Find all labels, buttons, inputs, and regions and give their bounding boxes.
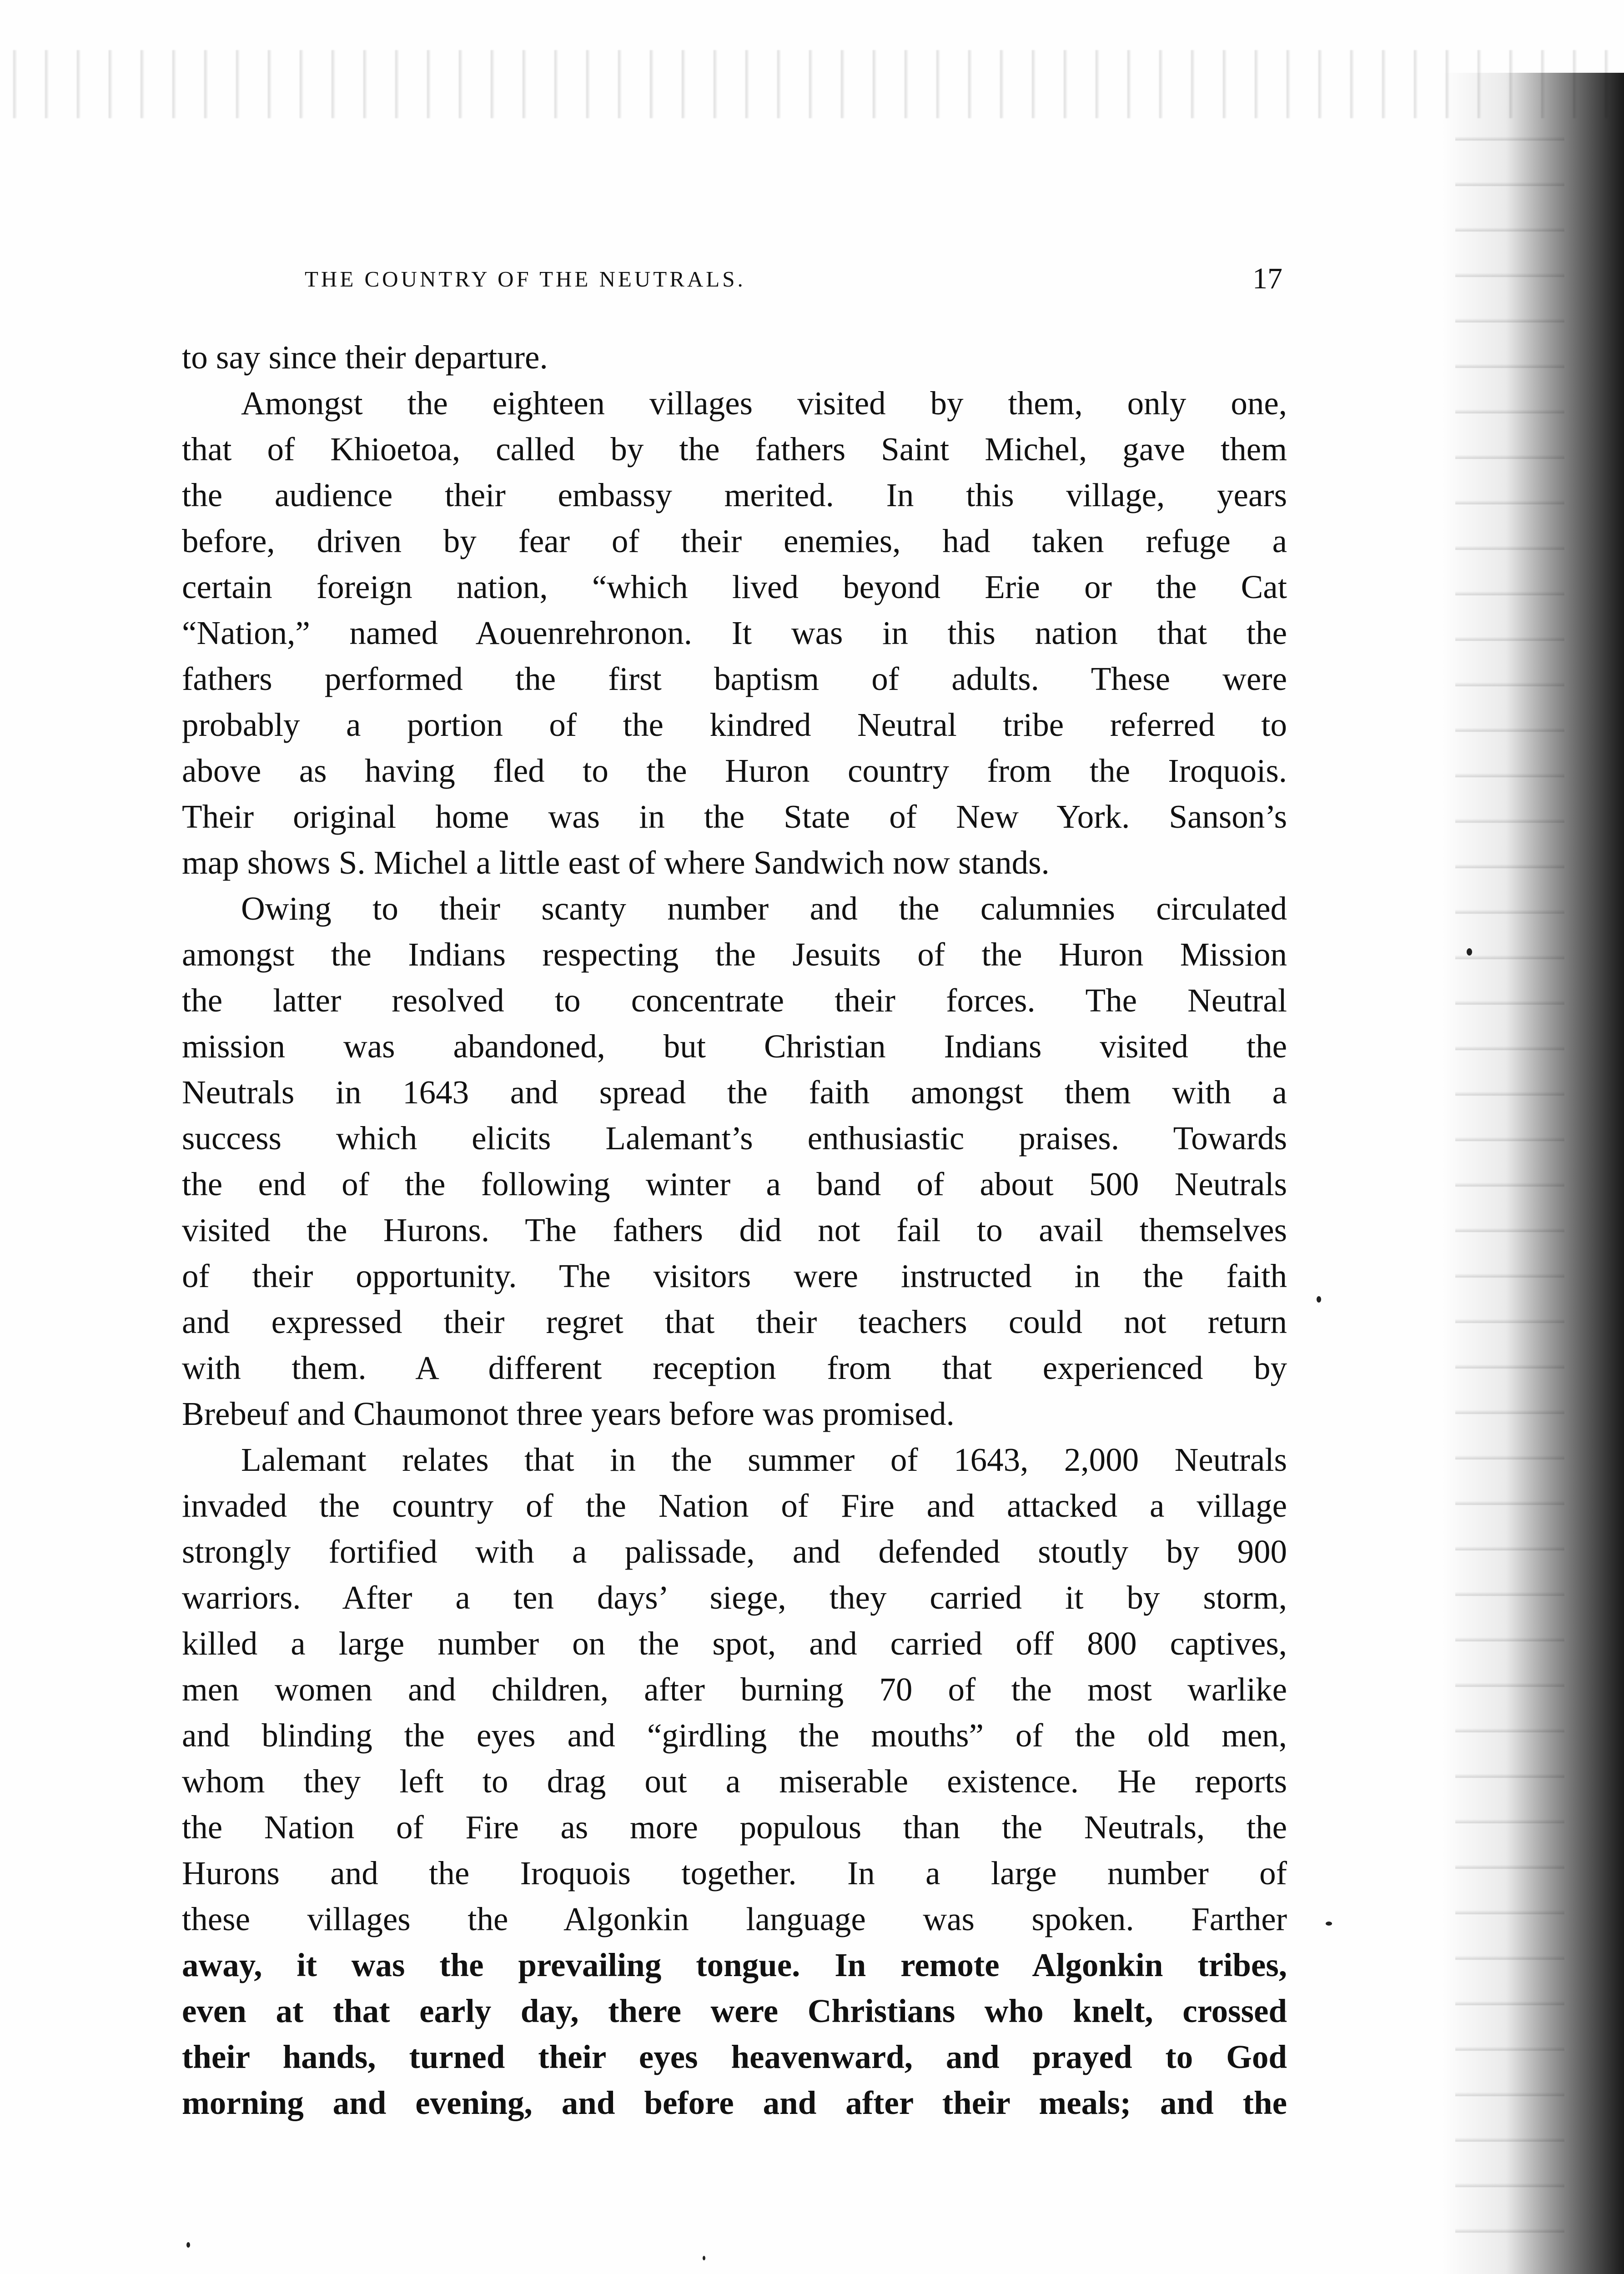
text-line: that of Khioetoa, called by the fathers Saint Michel, gave them: [182, 431, 1287, 468]
text-line: of their opportunity. The visitors were instructed in the faith: [182, 1258, 1287, 1294]
text-line: probably a portion of the kindred Neutral tribe referred to: [182, 706, 1287, 743]
page-number: 17: [1252, 262, 1282, 295]
body-text: [182, 334, 1287, 2126]
text-line: with them. A different reception from that experienced by: [182, 1349, 1287, 1386]
running-title: THE COUNTRY OF THE NEUTRALS.: [305, 267, 746, 292]
text-line: whom they left to drag out a miserable existence. He reports: [182, 1763, 1287, 1800]
text-line: map shows S. Michel a little east of where Sandwich now stands.: [182, 844, 1050, 881]
speck: [1326, 1922, 1332, 1926]
text-line: Neutrals in 1643 and spread the faith amongst them with a: [182, 1074, 1287, 1111]
text-line: Brebeuf and Chaumonot three years before was promised.: [182, 1395, 955, 1432]
text-line: “Nation,” named Aouenrehronon. It was in this nation that the: [182, 614, 1287, 651]
text-line: Amongst the eighteen villages visited by them, only one,: [241, 385, 1287, 422]
text-line: killed a large number on the spot, and carried off 800 captives,: [182, 1625, 1287, 1662]
text-line: these villages the Algonkin language was spoken. Farther: [182, 1901, 1287, 1937]
text-line: fathers performed the first baptism of adults. These were: [182, 660, 1287, 697]
text-line: and blinding the eyes and “girdling the mouths” of the old men,: [182, 1717, 1287, 1754]
text-line: and expressed their regret that their teachers could not return: [182, 1303, 1287, 1340]
speck: [1317, 1296, 1321, 1303]
text-line: the end of the following winter a band of about 500 Neutrals: [182, 1166, 1287, 1202]
text-line: Their original home was in the State of New York. Sanson’s: [182, 798, 1287, 835]
text-line: away, it was the prevailing tongue. In remote Algonkin tribes,: [182, 1947, 1287, 1983]
speck: [703, 2256, 705, 2260]
text-line: certain foreign nation, “which lived beyond Erie or the Cat: [182, 568, 1287, 605]
running-head: [182, 262, 1282, 298]
text-line: their hands, turned their eyes heavenward, and prayed to God: [182, 2038, 1287, 2075]
text-line: before, driven by fear of their enemies, had taken refuge a: [182, 523, 1287, 559]
text-line: warriors. After a ten days’ siege, they carried it by storm,: [182, 1579, 1287, 1616]
text-line: mission was abandoned, but Christian Indians visited the: [182, 1028, 1287, 1065]
text-line: the latter resolved to concentrate their forces. The Neutral: [182, 982, 1287, 1019]
text-line: visited the Hurons. The fathers did not fail to avail themselves: [182, 1212, 1287, 1248]
text-line: the Nation of Fire as more populous than the Neutrals, the: [182, 1809, 1287, 1846]
text-line: morning and evening, and before and after their meals; and the: [182, 2084, 1287, 2121]
text-line: the audience their embassy merited. In this village, years: [182, 477, 1287, 513]
text-line: men women and children, after burning 70 of the most warlike: [182, 1671, 1287, 1708]
speck: [186, 2242, 190, 2248]
text-line: Lalemant relates that in the summer of 1643, 2,000 Neutrals: [241, 1441, 1287, 1478]
speck: [1467, 948, 1472, 956]
text-line: to say since their departure.: [182, 339, 548, 376]
text-line: even at that early day, there were Christians who knelt, crossed: [182, 1992, 1287, 2029]
scan-edge-top: [0, 50, 1624, 118]
text-line: above as having fled to the Huron country from the Iroquois.: [182, 752, 1287, 789]
text-line: invaded the country of the Nation of Fire and attacked a village: [182, 1487, 1287, 1524]
text-line: amongst the Indians respecting the Jesuits of the Huron Mission: [182, 936, 1287, 973]
scan-edge-right-texture: [1455, 136, 1564, 2274]
text-line: strongly fortified with a palissade, and defended stoutly by 900: [182, 1533, 1287, 1570]
text-line: success which elicits Lalemant’s enthusiastic praises. Towards: [182, 1120, 1287, 1157]
text-line: Owing to their scanty number and the calumnies circulated: [241, 890, 1287, 927]
text-line: Hurons and the Iroquois together. In a large number of: [182, 1855, 1287, 1892]
